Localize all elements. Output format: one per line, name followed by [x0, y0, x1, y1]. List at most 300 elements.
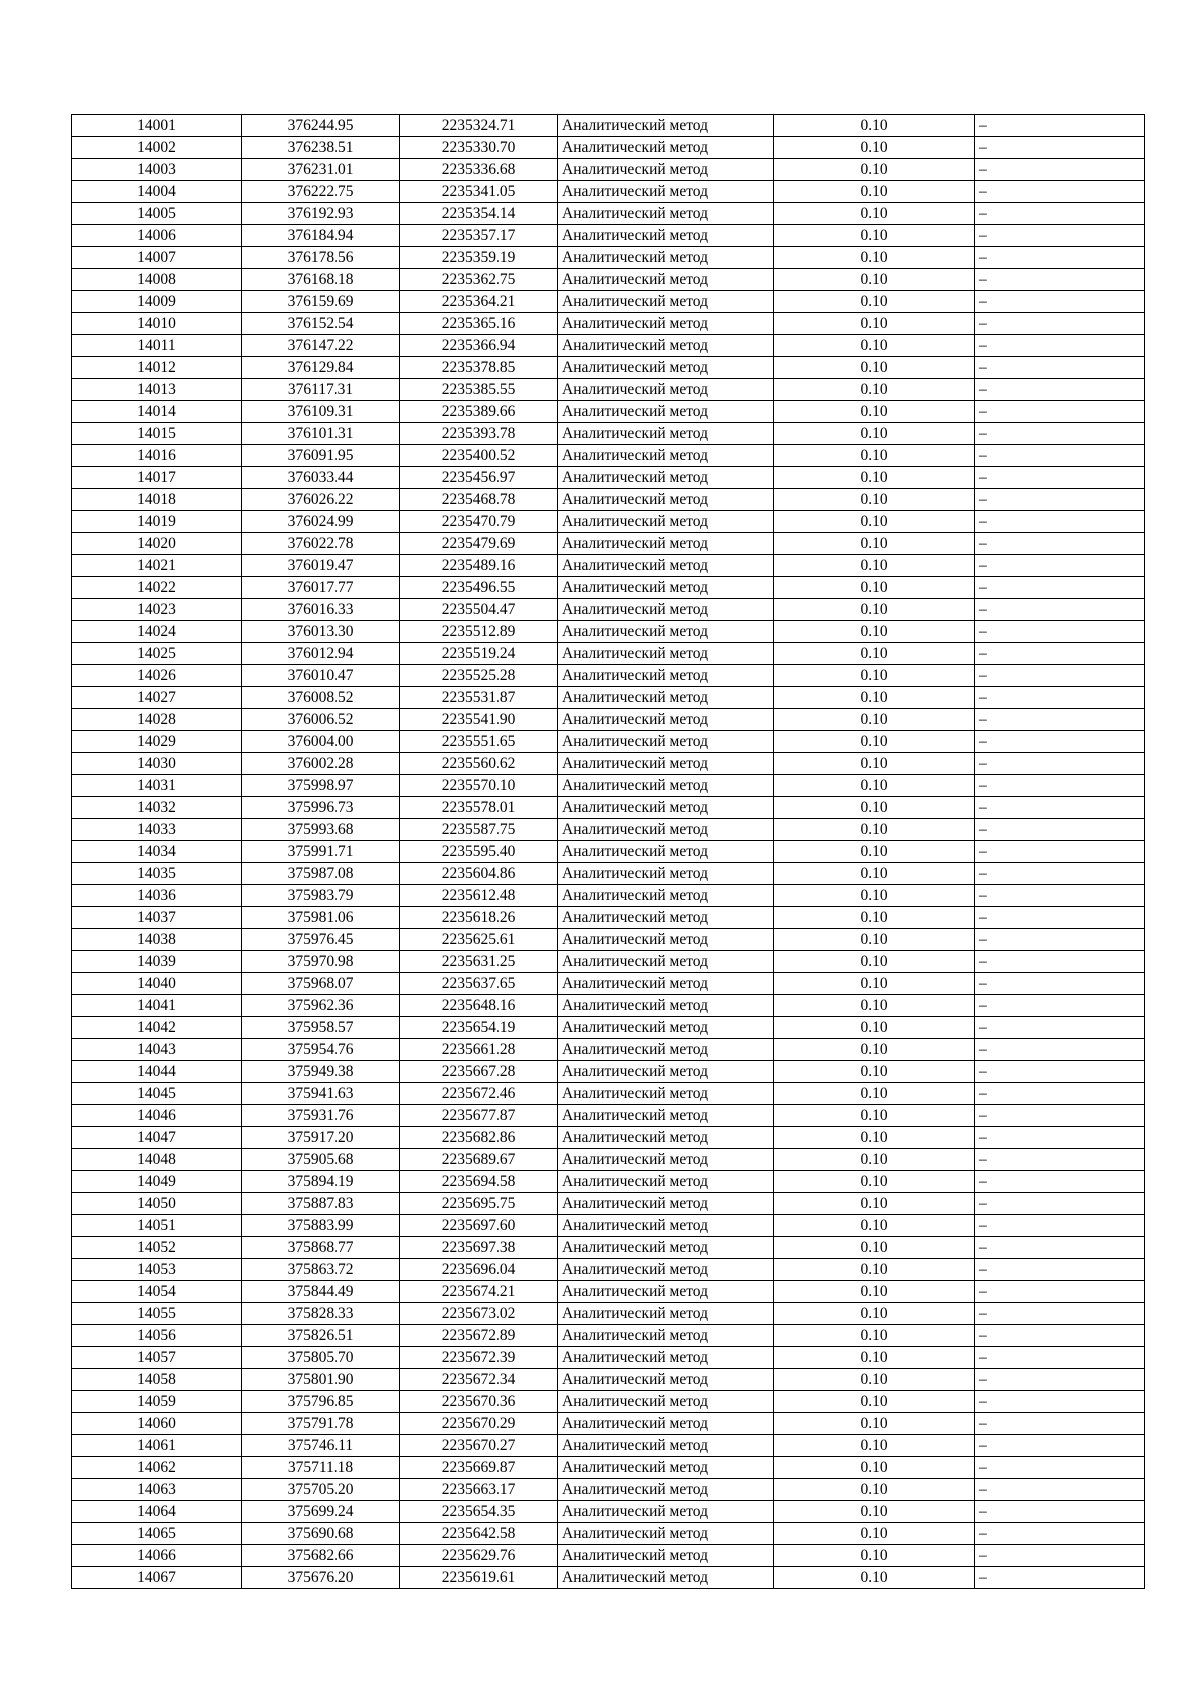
precision-cell: 0.10 — [774, 973, 975, 995]
table-row — [72, 863, 1145, 885]
point-number-cell: 14050 — [72, 1193, 242, 1215]
method-cell: Аналитический метод — [558, 687, 774, 709]
description-cell: – — [975, 643, 1145, 665]
method-cell: Аналитический метод — [558, 1127, 774, 1149]
x-coordinate-cell: 376178.56 — [242, 247, 400, 269]
x-coordinate-cell: 375917.20 — [242, 1127, 400, 1149]
method-cell: Аналитический метод — [558, 181, 774, 203]
method-cell: Аналитический метод — [558, 1347, 774, 1369]
table-row — [72, 1479, 1145, 1501]
precision-cell: 0.10 — [774, 995, 975, 1017]
point-number-cell: 14055 — [72, 1303, 242, 1325]
point-number-cell: 14052 — [72, 1237, 242, 1259]
table-row — [72, 423, 1145, 445]
table-row — [72, 291, 1145, 313]
description-cell: – — [975, 665, 1145, 687]
method-cell: Аналитический метод — [558, 1435, 774, 1457]
y-coordinate-cell: 2235389.66 — [400, 401, 558, 423]
x-coordinate-cell: 376101.31 — [242, 423, 400, 445]
table-row — [72, 445, 1145, 467]
point-number-cell: 14042 — [72, 1017, 242, 1039]
description-cell: – — [975, 313, 1145, 335]
table-row — [72, 577, 1145, 599]
method-cell: Аналитический метод — [558, 225, 774, 247]
y-coordinate-cell: 2235663.17 — [400, 1479, 558, 1501]
y-coordinate-cell: 2235670.36 — [400, 1391, 558, 1413]
table-row — [72, 335, 1145, 357]
table-row — [72, 1369, 1145, 1391]
x-coordinate-cell: 375962.36 — [242, 995, 400, 1017]
x-coordinate-cell: 376117.31 — [242, 379, 400, 401]
method-cell: Аналитический метод — [558, 379, 774, 401]
y-coordinate-cell: 2235667.28 — [400, 1061, 558, 1083]
point-number-cell: 14012 — [72, 357, 242, 379]
table-row — [72, 555, 1145, 577]
point-number-cell: 14013 — [72, 379, 242, 401]
precision-cell: 0.10 — [774, 137, 975, 159]
table-row — [72, 401, 1145, 423]
precision-cell: 0.10 — [774, 863, 975, 885]
x-coordinate-cell: 376091.95 — [242, 445, 400, 467]
precision-cell: 0.10 — [774, 1545, 975, 1567]
method-cell: Аналитический метод — [558, 1325, 774, 1347]
point-number-cell: 14056 — [72, 1325, 242, 1347]
description-cell: – — [975, 1171, 1145, 1193]
precision-cell: 0.10 — [774, 357, 975, 379]
description-cell: – — [975, 1193, 1145, 1215]
method-cell: Аналитический метод — [558, 1083, 774, 1105]
x-coordinate-cell: 375699.24 — [242, 1501, 400, 1523]
table-row — [72, 643, 1145, 665]
y-coordinate-cell: 2235324.71 — [400, 115, 558, 137]
method-cell: Аналитический метод — [558, 819, 774, 841]
method-cell: Аналитический метод — [558, 599, 774, 621]
y-coordinate-cell: 2235551.65 — [400, 731, 558, 753]
precision-cell: 0.10 — [774, 1391, 975, 1413]
table-row — [72, 269, 1145, 291]
table-row — [72, 929, 1145, 951]
point-number-cell: 14058 — [72, 1369, 242, 1391]
x-coordinate-cell: 376008.52 — [242, 687, 400, 709]
precision-cell: 0.10 — [774, 643, 975, 665]
method-cell: Аналитический метод — [558, 291, 774, 313]
description-cell: – — [975, 1567, 1145, 1589]
precision-cell: 0.10 — [774, 709, 975, 731]
table-row — [72, 1083, 1145, 1105]
x-coordinate-cell: 376147.22 — [242, 335, 400, 357]
precision-cell: 0.10 — [774, 951, 975, 973]
x-coordinate-cell: 376231.01 — [242, 159, 400, 181]
precision-cell: 0.10 — [774, 1127, 975, 1149]
precision-cell: 0.10 — [774, 1413, 975, 1435]
point-number-cell: 14066 — [72, 1545, 242, 1567]
table-row — [72, 159, 1145, 181]
table-row — [72, 511, 1145, 533]
y-coordinate-cell: 2235648.16 — [400, 995, 558, 1017]
description-cell: – — [975, 511, 1145, 533]
y-coordinate-cell: 2235654.19 — [400, 1017, 558, 1039]
y-coordinate-cell: 2235504.47 — [400, 599, 558, 621]
table-row — [72, 1303, 1145, 1325]
y-coordinate-cell: 2235496.55 — [400, 577, 558, 599]
point-number-cell: 14021 — [72, 555, 242, 577]
table-row — [72, 797, 1145, 819]
table-row — [72, 203, 1145, 225]
point-number-cell: 14049 — [72, 1171, 242, 1193]
precision-cell: 0.10 — [774, 1325, 975, 1347]
point-number-cell: 14030 — [72, 753, 242, 775]
description-cell: – — [975, 1149, 1145, 1171]
description-cell: – — [975, 533, 1145, 555]
table-row — [72, 1523, 1145, 1545]
precision-cell: 0.10 — [774, 1061, 975, 1083]
description-cell: – — [975, 1479, 1145, 1501]
precision-cell: 0.10 — [774, 1171, 975, 1193]
point-number-cell: 14016 — [72, 445, 242, 467]
table-row — [72, 1237, 1145, 1259]
table-row — [72, 885, 1145, 907]
method-cell: Аналитический метод — [558, 841, 774, 863]
point-number-cell: 14019 — [72, 511, 242, 533]
point-number-cell: 14046 — [72, 1105, 242, 1127]
x-coordinate-cell: 376238.51 — [242, 137, 400, 159]
method-cell: Аналитический метод — [558, 1303, 774, 1325]
description-cell: – — [975, 159, 1145, 181]
description-cell: – — [975, 247, 1145, 269]
y-coordinate-cell: 2235629.76 — [400, 1545, 558, 1567]
y-coordinate-cell: 2235525.28 — [400, 665, 558, 687]
precision-cell: 0.10 — [774, 269, 975, 291]
point-number-cell: 14033 — [72, 819, 242, 841]
description-cell: – — [975, 885, 1145, 907]
precision-cell: 0.10 — [774, 731, 975, 753]
y-coordinate-cell: 2235670.27 — [400, 1435, 558, 1457]
description-cell: – — [975, 203, 1145, 225]
y-coordinate-cell: 2235489.16 — [400, 555, 558, 577]
y-coordinate-cell: 2235578.01 — [400, 797, 558, 819]
method-cell: Аналитический метод — [558, 269, 774, 291]
description-cell: – — [975, 1501, 1145, 1523]
method-cell: Аналитический метод — [558, 995, 774, 1017]
point-number-cell: 14008 — [72, 269, 242, 291]
precision-cell: 0.10 — [774, 841, 975, 863]
point-number-cell: 14002 — [72, 137, 242, 159]
method-cell: Аналитический метод — [558, 709, 774, 731]
table-row — [72, 1127, 1145, 1149]
description-cell: – — [975, 1083, 1145, 1105]
x-coordinate-cell: 376019.47 — [242, 555, 400, 577]
precision-cell: 0.10 — [774, 1105, 975, 1127]
precision-cell: 0.10 — [774, 1523, 975, 1545]
point-number-cell: 14011 — [72, 335, 242, 357]
y-coordinate-cell: 2235470.79 — [400, 511, 558, 533]
description-cell: – — [975, 555, 1145, 577]
table-row — [72, 995, 1145, 1017]
x-coordinate-cell: 375705.20 — [242, 1479, 400, 1501]
point-number-cell: 14020 — [72, 533, 242, 555]
description-cell: – — [975, 797, 1145, 819]
description-cell: – — [975, 1325, 1145, 1347]
y-coordinate-cell: 2235696.04 — [400, 1259, 558, 1281]
method-cell: Аналитический метод — [558, 357, 774, 379]
table-row — [72, 1171, 1145, 1193]
method-cell: Аналитический метод — [558, 1259, 774, 1281]
precision-cell: 0.10 — [774, 511, 975, 533]
method-cell: Аналитический метод — [558, 1105, 774, 1127]
y-coordinate-cell: 2235359.19 — [400, 247, 558, 269]
x-coordinate-cell: 376013.30 — [242, 621, 400, 643]
table-row — [72, 907, 1145, 929]
method-cell: Аналитический метод — [558, 907, 774, 929]
y-coordinate-cell: 2235694.58 — [400, 1171, 558, 1193]
method-cell: Аналитический метод — [558, 973, 774, 995]
point-number-cell: 14067 — [72, 1567, 242, 1589]
point-number-cell: 14060 — [72, 1413, 242, 1435]
point-number-cell: 14047 — [72, 1127, 242, 1149]
precision-cell: 0.10 — [774, 885, 975, 907]
y-coordinate-cell: 2235689.67 — [400, 1149, 558, 1171]
method-cell: Аналитический метод — [558, 1193, 774, 1215]
method-cell: Аналитический метод — [558, 1061, 774, 1083]
x-coordinate-cell: 376004.00 — [242, 731, 400, 753]
precision-cell: 0.10 — [774, 819, 975, 841]
y-coordinate-cell: 2235619.61 — [400, 1567, 558, 1589]
method-cell: Аналитический метод — [558, 863, 774, 885]
y-coordinate-cell: 2235366.94 — [400, 335, 558, 357]
x-coordinate-cell: 375931.76 — [242, 1105, 400, 1127]
y-coordinate-cell: 2235570.10 — [400, 775, 558, 797]
description-cell: – — [975, 1435, 1145, 1457]
y-coordinate-cell: 2235697.60 — [400, 1215, 558, 1237]
table-row — [72, 687, 1145, 709]
table-row — [72, 1413, 1145, 1435]
table-row — [72, 247, 1145, 269]
x-coordinate-cell: 375796.85 — [242, 1391, 400, 1413]
description-cell: – — [975, 1303, 1145, 1325]
description-cell: – — [975, 819, 1145, 841]
method-cell: Аналитический метод — [558, 775, 774, 797]
method-cell: Аналитический метод — [558, 401, 774, 423]
x-coordinate-cell: 375905.68 — [242, 1149, 400, 1171]
point-number-cell: 14053 — [72, 1259, 242, 1281]
x-coordinate-cell: 376152.54 — [242, 313, 400, 335]
table-row — [72, 951, 1145, 973]
description-cell: – — [975, 599, 1145, 621]
point-number-cell: 14062 — [72, 1457, 242, 1479]
point-number-cell: 14048 — [72, 1149, 242, 1171]
table-row — [72, 1061, 1145, 1083]
description-cell: – — [975, 1413, 1145, 1435]
table-row — [72, 1017, 1145, 1039]
method-cell: Аналитический метод — [558, 621, 774, 643]
method-cell: Аналитический метод — [558, 1457, 774, 1479]
table-row — [72, 1105, 1145, 1127]
description-cell: – — [975, 335, 1145, 357]
y-coordinate-cell: 2235682.86 — [400, 1127, 558, 1149]
table-row — [72, 775, 1145, 797]
method-cell: Аналитический метод — [558, 951, 774, 973]
coordinates-table — [71, 114, 1145, 1589]
x-coordinate-cell: 376002.28 — [242, 753, 400, 775]
precision-cell: 0.10 — [774, 1457, 975, 1479]
precision-cell: 0.10 — [774, 423, 975, 445]
y-coordinate-cell: 2235364.21 — [400, 291, 558, 313]
method-cell: Аналитический метод — [558, 1523, 774, 1545]
precision-cell: 0.10 — [774, 1501, 975, 1523]
table-row — [72, 1545, 1145, 1567]
x-coordinate-cell: 375826.51 — [242, 1325, 400, 1347]
table-row — [72, 1193, 1145, 1215]
point-number-cell: 14051 — [72, 1215, 242, 1237]
table-row — [72, 1567, 1145, 1589]
description-cell: – — [975, 379, 1145, 401]
table-row — [72, 1325, 1145, 1347]
table-row — [72, 1215, 1145, 1237]
precision-cell: 0.10 — [774, 247, 975, 269]
x-coordinate-cell: 376012.94 — [242, 643, 400, 665]
method-cell: Аналитический метод — [558, 1501, 774, 1523]
method-cell: Аналитический метод — [558, 1567, 774, 1589]
x-coordinate-cell: 376109.31 — [242, 401, 400, 423]
y-coordinate-cell: 2235631.25 — [400, 951, 558, 973]
y-coordinate-cell: 2235677.87 — [400, 1105, 558, 1127]
y-coordinate-cell: 2235672.89 — [400, 1325, 558, 1347]
y-coordinate-cell: 2235672.46 — [400, 1083, 558, 1105]
method-cell: Аналитический метод — [558, 489, 774, 511]
description-cell: – — [975, 1259, 1145, 1281]
method-cell: Аналитический метод — [558, 511, 774, 533]
y-coordinate-cell: 2235642.58 — [400, 1523, 558, 1545]
method-cell: Аналитический метод — [558, 159, 774, 181]
table-row — [72, 841, 1145, 863]
y-coordinate-cell: 2235354.14 — [400, 203, 558, 225]
y-coordinate-cell: 2235669.87 — [400, 1457, 558, 1479]
point-number-cell: 14001 — [72, 115, 242, 137]
point-number-cell: 14038 — [72, 929, 242, 951]
y-coordinate-cell: 2235673.02 — [400, 1303, 558, 1325]
x-coordinate-cell: 375791.78 — [242, 1413, 400, 1435]
y-coordinate-cell: 2235468.78 — [400, 489, 558, 511]
point-number-cell: 14029 — [72, 731, 242, 753]
y-coordinate-cell: 2235618.26 — [400, 907, 558, 929]
table-row — [72, 467, 1145, 489]
table-row — [72, 973, 1145, 995]
x-coordinate-cell: 375983.79 — [242, 885, 400, 907]
y-coordinate-cell: 2235560.62 — [400, 753, 558, 775]
x-coordinate-cell: 375958.57 — [242, 1017, 400, 1039]
precision-cell: 0.10 — [774, 687, 975, 709]
method-cell: Аналитический метод — [558, 247, 774, 269]
method-cell: Аналитический метод — [558, 1545, 774, 1567]
table-row — [72, 665, 1145, 687]
precision-cell: 0.10 — [774, 1149, 975, 1171]
y-coordinate-cell: 2235625.61 — [400, 929, 558, 951]
description-cell: – — [975, 863, 1145, 885]
point-number-cell: 14057 — [72, 1347, 242, 1369]
table-row — [72, 1259, 1145, 1281]
point-number-cell: 14006 — [72, 225, 242, 247]
point-number-cell: 14054 — [72, 1281, 242, 1303]
point-number-cell: 14009 — [72, 291, 242, 313]
method-cell: Аналитический метод — [558, 445, 774, 467]
description-cell: – — [975, 1237, 1145, 1259]
y-coordinate-cell: 2235587.75 — [400, 819, 558, 841]
table-row — [72, 1347, 1145, 1369]
x-coordinate-cell: 375883.99 — [242, 1215, 400, 1237]
description-cell: – — [975, 1523, 1145, 1545]
table-row — [72, 181, 1145, 203]
x-coordinate-cell: 376222.75 — [242, 181, 400, 203]
description-cell: – — [975, 1281, 1145, 1303]
table-row — [72, 357, 1145, 379]
x-coordinate-cell: 375949.38 — [242, 1061, 400, 1083]
x-coordinate-cell: 376010.47 — [242, 665, 400, 687]
point-number-cell: 14026 — [72, 665, 242, 687]
precision-cell: 0.10 — [774, 1347, 975, 1369]
method-cell: Аналитический метод — [558, 929, 774, 951]
precision-cell: 0.10 — [774, 1281, 975, 1303]
description-cell: – — [975, 269, 1145, 291]
x-coordinate-cell: 376168.18 — [242, 269, 400, 291]
precision-cell: 0.10 — [774, 379, 975, 401]
x-coordinate-cell: 376033.44 — [242, 467, 400, 489]
description-cell: – — [975, 995, 1145, 1017]
point-number-cell: 14036 — [72, 885, 242, 907]
point-number-cell: 14064 — [72, 1501, 242, 1523]
point-number-cell: 14014 — [72, 401, 242, 423]
point-number-cell: 14061 — [72, 1435, 242, 1457]
description-cell: – — [975, 973, 1145, 995]
y-coordinate-cell: 2235672.39 — [400, 1347, 558, 1369]
y-coordinate-cell: 2235674.21 — [400, 1281, 558, 1303]
method-cell: Аналитический метод — [558, 313, 774, 335]
point-number-cell: 14010 — [72, 313, 242, 335]
point-number-cell: 14028 — [72, 709, 242, 731]
description-cell: – — [975, 401, 1145, 423]
method-cell: Аналитический метод — [558, 1281, 774, 1303]
method-cell: Аналитический метод — [558, 555, 774, 577]
x-coordinate-cell: 375981.06 — [242, 907, 400, 929]
x-coordinate-cell: 375991.71 — [242, 841, 400, 863]
y-coordinate-cell: 2235479.69 — [400, 533, 558, 555]
description-cell: – — [975, 1039, 1145, 1061]
point-number-cell: 14040 — [72, 973, 242, 995]
table-row — [72, 313, 1145, 335]
description-cell: – — [975, 753, 1145, 775]
description-cell: – — [975, 467, 1145, 489]
point-number-cell: 14044 — [72, 1061, 242, 1083]
table-row — [72, 753, 1145, 775]
precision-cell: 0.10 — [774, 1017, 975, 1039]
x-coordinate-cell: 375746.11 — [242, 1435, 400, 1457]
precision-cell: 0.10 — [774, 1237, 975, 1259]
x-coordinate-cell: 375976.45 — [242, 929, 400, 951]
y-coordinate-cell: 2235357.17 — [400, 225, 558, 247]
point-number-cell: 14032 — [72, 797, 242, 819]
method-cell: Аналитический метод — [558, 1237, 774, 1259]
method-cell: Аналитический метод — [558, 533, 774, 555]
precision-cell: 0.10 — [774, 753, 975, 775]
y-coordinate-cell: 2235697.38 — [400, 1237, 558, 1259]
description-cell: – — [975, 137, 1145, 159]
description-cell: – — [975, 1127, 1145, 1149]
table-row — [72, 731, 1145, 753]
precision-cell: 0.10 — [774, 1083, 975, 1105]
y-coordinate-cell: 2235330.70 — [400, 137, 558, 159]
point-number-cell: 14004 — [72, 181, 242, 203]
precision-cell: 0.10 — [774, 621, 975, 643]
x-coordinate-cell: 376192.93 — [242, 203, 400, 225]
